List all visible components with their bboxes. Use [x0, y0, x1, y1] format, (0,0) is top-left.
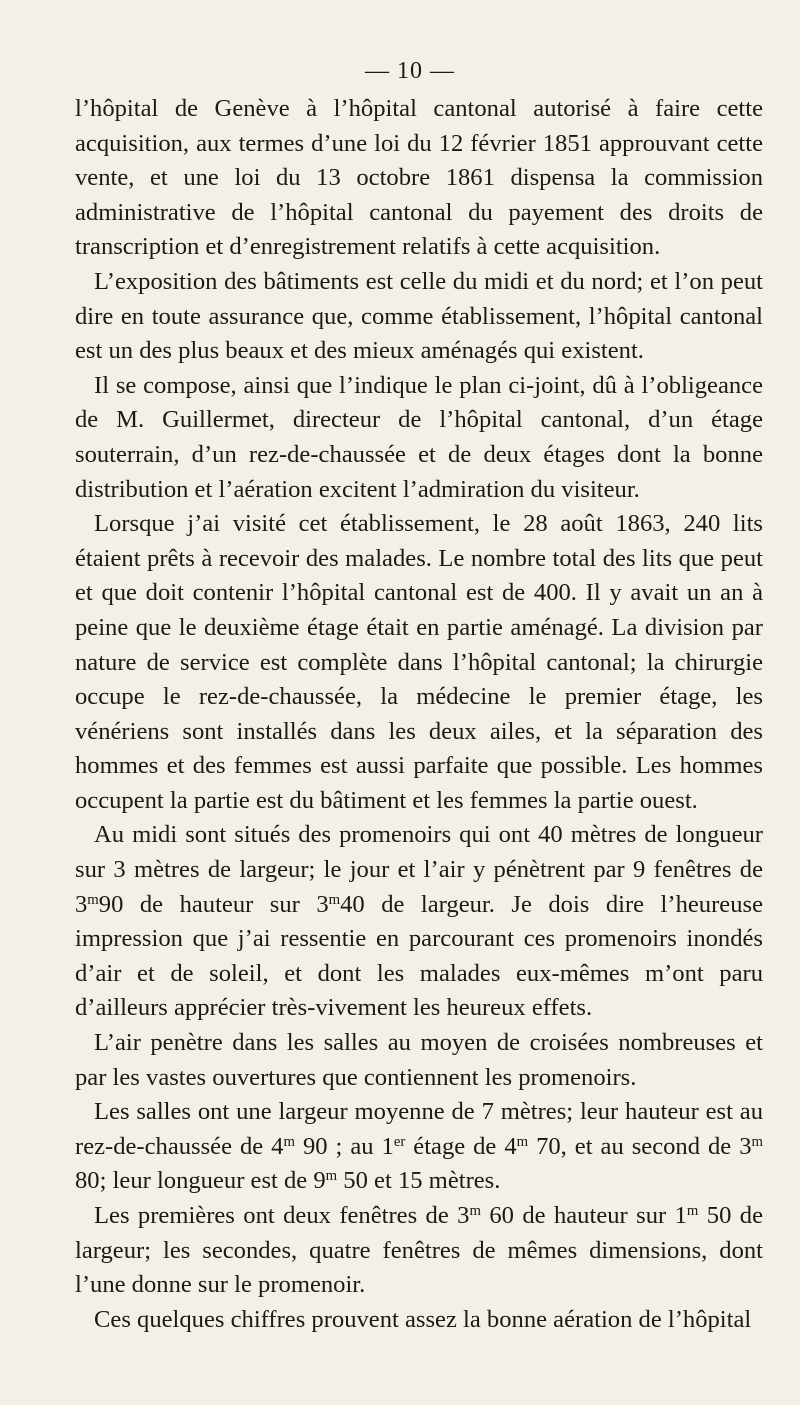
page-number: — 10 — [365, 58, 455, 84]
superscript: er [393, 1133, 406, 1150]
text-run: l’hôpital de Genève à l’hôpital cantonal autorisé à faire cette acquisition, aux termes d’une loi du 12 février 1851 approuvant cette vente, et une loi du 13 octobre 1861 dispensa la commission administrative de l’hôpital cantonal du payement des droits de transcription et d’enregistrement relatifs à cette acquisition. [75, 95, 763, 261]
paragraph-3 [75, 369, 763, 507]
text-run: étage de 4 [405, 1132, 517, 1160]
superscript: m [283, 1133, 295, 1150]
text-run: 90 de hauteur sur 3 [98, 890, 329, 918]
text-run: Ces quelques chiffres prouvent assez la bonne aération de l’hôpital [94, 1305, 752, 1333]
superscript: m [516, 1133, 529, 1150]
paragraph-9 [75, 1303, 763, 1338]
text-run: 80; leur longueur est de 9 [75, 1167, 326, 1195]
paragraph-4 [75, 507, 763, 818]
text-run: 50 et 15 mètres. [337, 1167, 501, 1195]
text-run: 90 ; au 1 [294, 1132, 394, 1160]
text-run: 40 de largeur. Je dois dire l’heureuse impression que j’ai ressentie en parcourant ces promenoirs inondés d’air et de soleil, et dont les malades eux-mêmes m’ont paru d’ailleurs apprécier très-vivement les heureux effets. [75, 890, 763, 1022]
paragraph-5 [75, 818, 763, 1026]
paragraph-7 [75, 1095, 763, 1199]
superscript: m [469, 1202, 481, 1219]
paragraph-2 [75, 265, 763, 369]
text-run: Il se compose, ainsi que l’indique le plan ci-joint, dû à l’obligeance de M. Guillermet, directeur de l’hôpital cantonal, d’un étage souterrain, d’un rez-de-chaussée et de deux étages dont la bonne distribution et l’aération excitent l’admiration du visiteur. [75, 371, 763, 503]
text-run: Lorsque j’ai visité cet établissement, le 28 août 1863, 240 lits étaient prêts à recevoir des malades. Le nombre total des lits que peut et que doit contenir l’hôpital cantonal est de 400. Il y avait un an à peine que le deuxième étage était en partie aménagé. La division par nature de service est complète dans l’hôpital cantonal; la chirurgie occupe le rez-de-chaussée, la médecine le premier étage, les vénériens sont installés dans les deux ailes, et la séparation des hommes et des femmes est aussi parfaite que possible. Les hommes occupent la partie est du bâtiment et les femmes la partie ouest. [75, 510, 763, 814]
text-run: Les salles ont une largeur moyenne de 7 mètres; leur hauteur est au rez-de-chaussée de 4 [75, 1098, 763, 1160]
text-run: 70, et au second de 3 [528, 1132, 752, 1160]
text-run: L’air penètre dans les salles au moyen de croisées nombreuses et par les vastes ouvertures que contiennent les promenoirs. [75, 1029, 763, 1091]
paragraph-6 [75, 1026, 763, 1095]
superscript: m [751, 1133, 763, 1150]
superscript: m [328, 891, 341, 908]
superscript: m [87, 891, 99, 908]
text-run: L’exposition des bâtiments est celle du midi et du nord; et l’on peut dire en toute assurance que, comme établissement, l’hôpital cantonal est un des plus beaux et des mieux aménagés qui existent. [75, 267, 763, 365]
body-text [75, 92, 763, 1337]
paragraph-8 [75, 1199, 763, 1303]
text-run: Au midi sont situés des promenoirs qui ont 40 mètres de longueur sur 3 mètres de largeur; le jour et l’air y pénètrent par 9 fenêtres de 3 [75, 821, 763, 918]
text-run: Les premières ont deux fenêtres de 3 [94, 1202, 470, 1229]
text-run: 50 de largeur; les secondes, quatre fenêtres de mêmes dimensions, dont l’une donne sur le promenoir. [75, 1202, 763, 1299]
text-run: 60 de hauteur sur 1 [480, 1202, 687, 1229]
paragraph-1 [75, 92, 763, 265]
superscript: m [325, 1168, 338, 1185]
superscript: m [686, 1202, 699, 1219]
